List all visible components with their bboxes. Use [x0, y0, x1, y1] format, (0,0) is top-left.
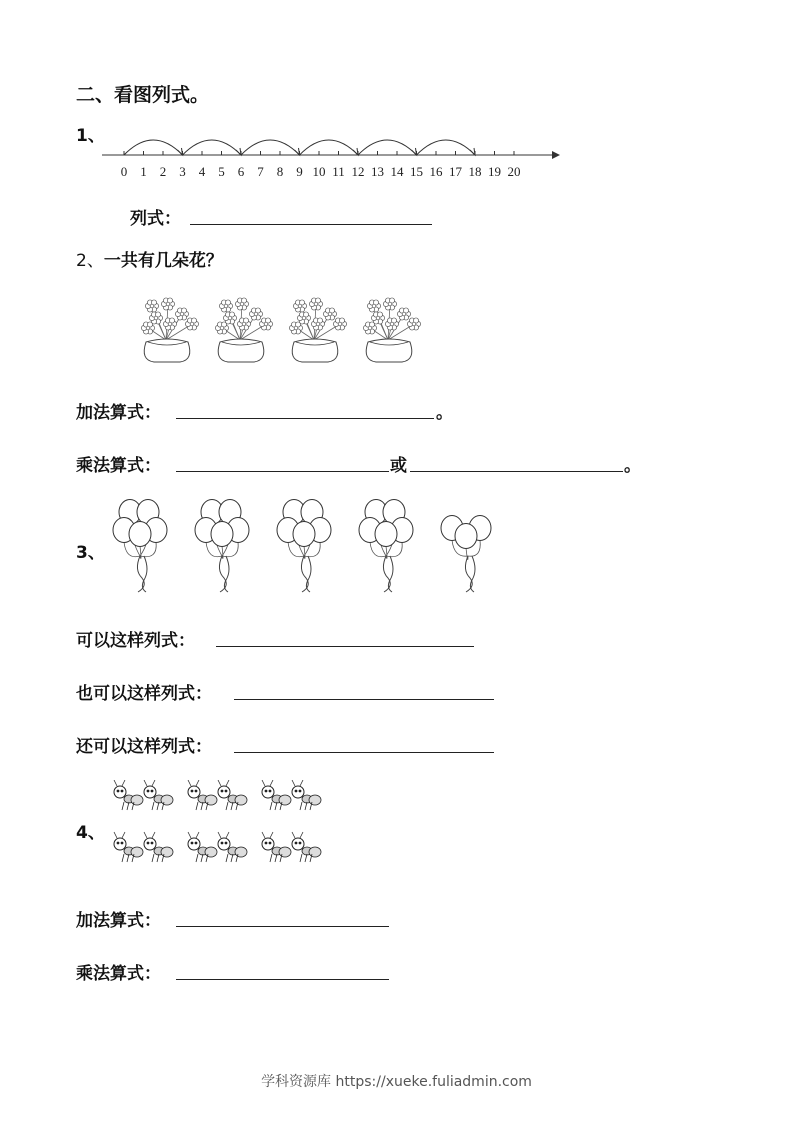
- flower-pot: [141, 298, 198, 362]
- number-line-hop-arc: [358, 140, 417, 155]
- question-2-multiplication-blank-2[interactable]: [410, 453, 623, 472]
- question-2-text: 一共有几朵花？: [103, 251, 223, 271]
- ants-illustration: [112, 780, 342, 880]
- number-line-hop-arc: [241, 140, 300, 155]
- number-line-tick-label: 5: [218, 164, 225, 179]
- balloons-illustration: [112, 498, 522, 596]
- question-4-number: 4、: [76, 823, 105, 843]
- question-4-addition-blank[interactable]: [176, 908, 389, 927]
- ant: [292, 780, 321, 810]
- ant: [144, 780, 173, 810]
- number-line-hop-arc: [124, 140, 183, 155]
- question-4-multiplication-blank[interactable]: [176, 961, 389, 980]
- question-3-label-1: 可以这样列式：: [76, 631, 195, 651]
- number-line-tick-label: 20: [507, 164, 521, 179]
- question-2: [76, 246, 223, 271]
- number-line-tick-label: 4: [198, 164, 206, 179]
- section-title: 二、看图列式。: [76, 84, 210, 106]
- ant: [144, 832, 173, 862]
- question-2-or-text: 或: [390, 456, 407, 476]
- question-3-blank-1[interactable]: [216, 628, 474, 647]
- ant: [218, 780, 247, 810]
- number-line-tick-label: 14: [390, 164, 404, 179]
- ant: [262, 780, 291, 810]
- question-2-addition-blank[interactable]: [176, 400, 434, 419]
- number-line-tick-label: 12: [351, 164, 365, 179]
- ant: [218, 832, 247, 862]
- number-line-tick-label: 17: [449, 164, 462, 179]
- question-4-multiplication-label: 乘法算式：: [76, 964, 161, 984]
- number-line-hop-arc: [417, 140, 476, 155]
- number-line-tick-label: 13: [371, 164, 384, 179]
- flower-pots-illustration: [136, 296, 436, 368]
- balloon-bunch: [359, 500, 413, 593]
- flower-pot: [215, 298, 272, 362]
- number-line-hop-arc: [183, 140, 242, 155]
- number-line: [100, 128, 570, 180]
- flower-pot: [289, 298, 346, 362]
- ant: [188, 780, 217, 810]
- number-line-tick-label: 3: [179, 164, 186, 179]
- number-line-tick-label: 6: [237, 164, 245, 179]
- number-line-tick-label: 16: [429, 164, 443, 179]
- number-line-tick-label: 9: [296, 164, 303, 179]
- balloon-bunch: [113, 500, 167, 593]
- question-2-multiplication-blank-1[interactable]: [176, 453, 389, 472]
- number-line-arrowhead: [552, 151, 560, 159]
- balloon-bunch: [277, 500, 331, 593]
- question-4-addition-label: 加法算式：: [76, 911, 161, 931]
- question-3-label-3: 还可以这样列式：: [76, 737, 212, 757]
- flower-pot: [363, 298, 420, 362]
- number-line-tick-label: 15: [410, 164, 423, 179]
- ant: [262, 832, 291, 862]
- number-line-tick-label: 1: [140, 164, 147, 179]
- number-line-tick-label: 8: [276, 164, 284, 179]
- footer-text: 学科资源库 https://xueke.fuliadmin.com: [261, 1074, 532, 1090]
- balloon-bunch: [441, 516, 491, 593]
- number-line-tick-label: 7: [257, 164, 264, 179]
- number-line-tick-label: 0: [120, 164, 128, 179]
- question-3-label-2: 也可以这样列式：: [76, 684, 212, 704]
- number-line-hop-arc: [300, 140, 359, 155]
- ant: [114, 832, 143, 862]
- number-line-tick-label: 19: [488, 164, 501, 179]
- question-1-answer-blank[interactable]: [190, 206, 432, 225]
- question-3-number: 3、: [76, 543, 105, 563]
- question-1-label: 列式：: [130, 209, 181, 229]
- number-line-tick-label: 10: [312, 164, 326, 179]
- ant: [188, 832, 217, 862]
- question-2-addition-period: 。: [436, 403, 453, 423]
- balloon-bunch: [195, 500, 249, 593]
- question-1-number: 1、: [76, 126, 105, 146]
- question-3-blank-3[interactable]: [234, 734, 494, 753]
- question-3-blank-2[interactable]: [234, 681, 494, 700]
- ant: [292, 832, 321, 862]
- question-2-multiplication-label: 乘法算式：: [76, 456, 161, 476]
- ant: [114, 780, 143, 810]
- question-2-addition-label: 加法算式：: [76, 403, 161, 423]
- question-2-multiplication-period: 。: [624, 456, 641, 476]
- question-2-number: 2、: [76, 251, 104, 271]
- number-line-tick-label: 11: [332, 164, 345, 179]
- number-line-tick-label: 2: [159, 164, 167, 179]
- number-line-tick-label: 18: [468, 164, 482, 179]
